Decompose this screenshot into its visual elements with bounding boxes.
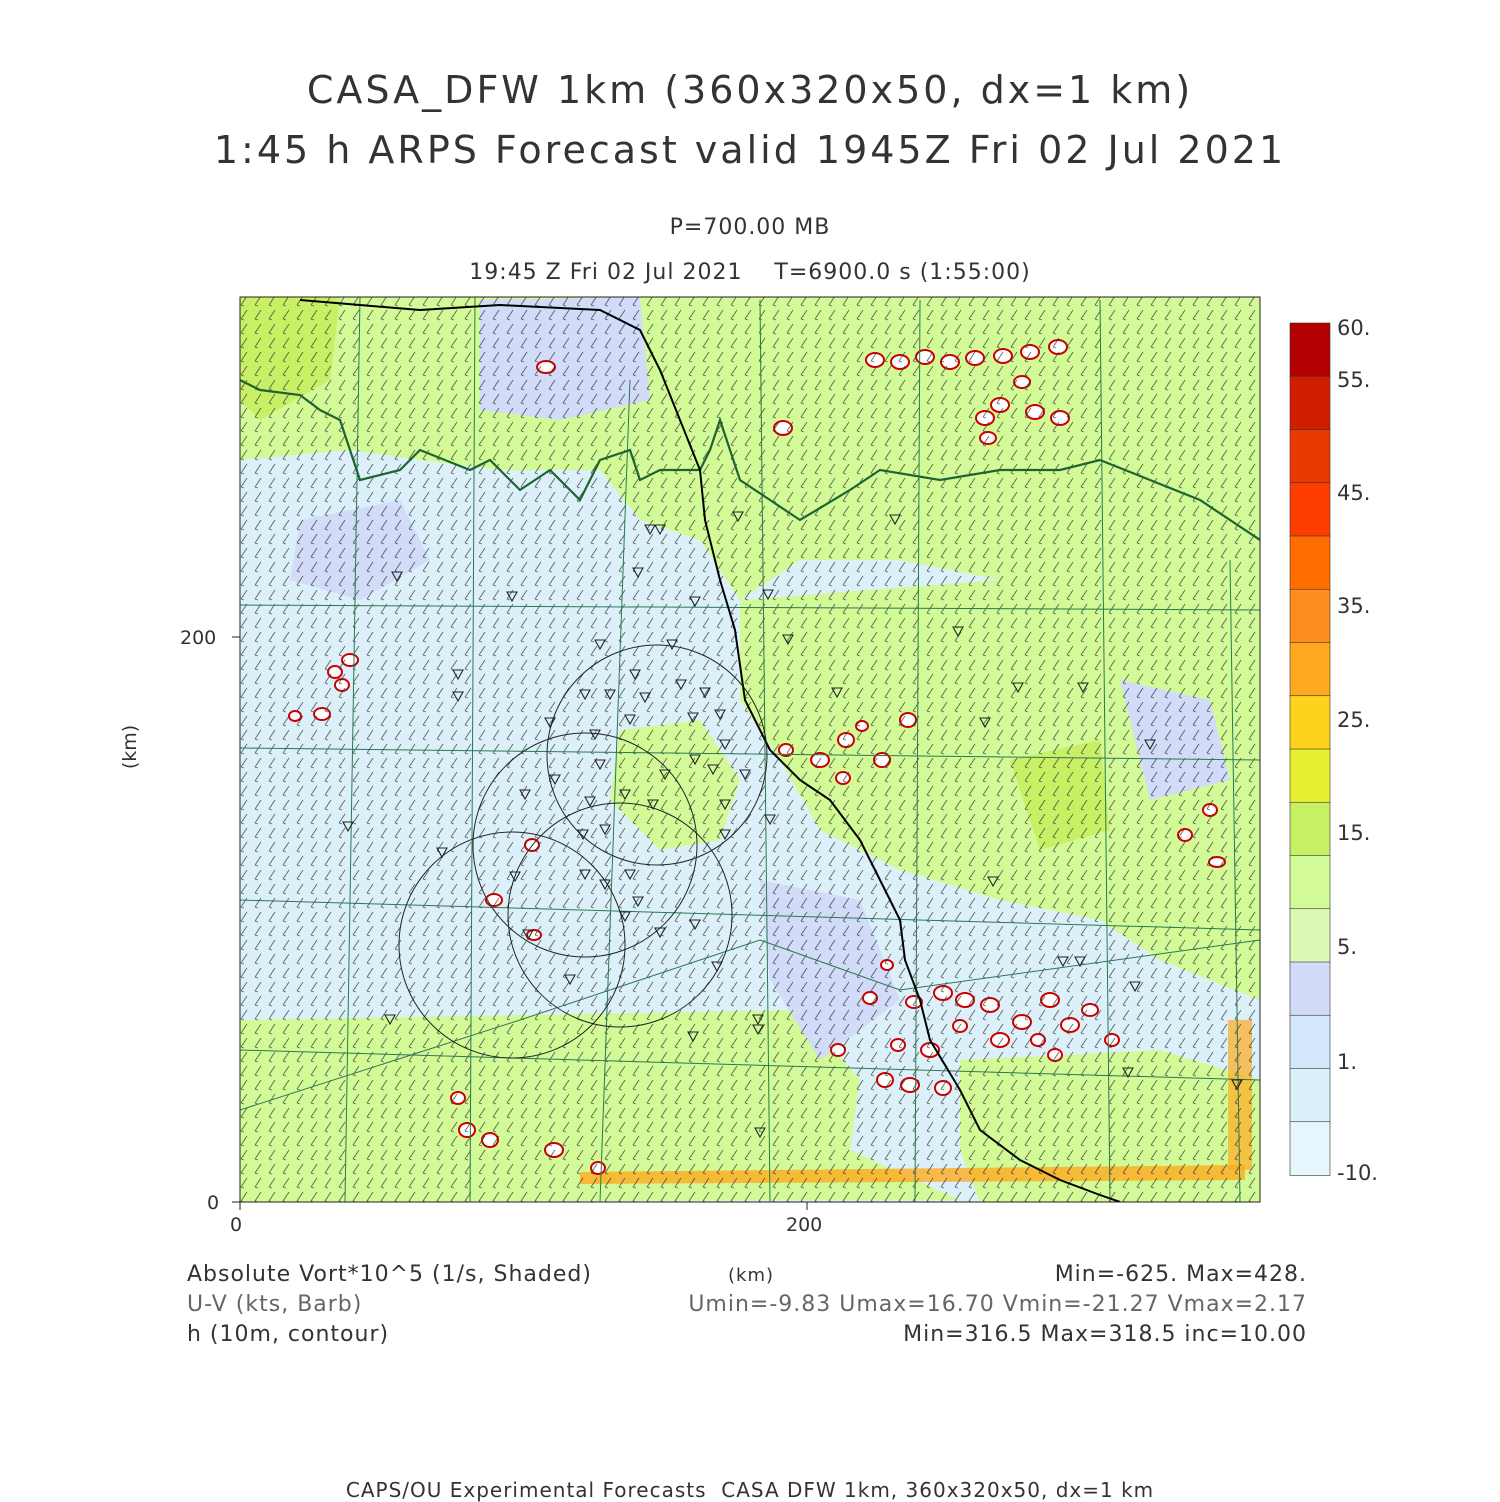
credit-line: CAPS/OU Experimental Forecasts CASA DFW 1km, 360x320x50, dx=1 km	[345, 1478, 1155, 1502]
colorbar-swatch	[1290, 323, 1330, 377]
colorbar-swatch	[1290, 1015, 1330, 1069]
colorbar-label: 5.	[1337, 935, 1358, 959]
footer-height-stats: Min=316.5 Max=318.5 inc=10.00	[903, 1322, 1307, 1347]
colorbar-swatch	[1290, 430, 1330, 484]
footer-wind-stats: Umin=-9.83 Umax=16.70 Vmin=-21.27 Vmax=2.17	[688, 1292, 1307, 1317]
colorbar-label: 45.	[1337, 481, 1371, 505]
colorbar-swatch	[1290, 643, 1330, 697]
title-line-2: 1:45 h ARPS Forecast valid 1945Z Fri 02 Jul 2021	[213, 128, 1287, 172]
x-tick-0: 0	[230, 1214, 243, 1236]
footer-field-vorticity: Absolute Vort*10^5 (1/s, Shaded)	[187, 1262, 592, 1287]
colorbar-swatch	[1290, 1069, 1330, 1123]
colorbar-label: 60.	[1337, 316, 1371, 340]
colorbar-swatch	[1290, 483, 1330, 537]
x-axis-unit: (km)	[728, 1265, 775, 1286]
y-tick-200: 200	[180, 627, 217, 649]
colorbar-swatch	[1290, 696, 1330, 750]
colorbar-label: 1.	[1337, 1050, 1358, 1074]
y-tick-0: 0	[207, 1192, 220, 1214]
pressure-level: P=700.00 MB	[669, 215, 831, 240]
colorbar-label: -10.	[1337, 1161, 1378, 1185]
colorbar-swatch	[1290, 589, 1330, 643]
colorbar-label: 25.	[1337, 708, 1371, 732]
colorbar-swatch	[1290, 856, 1330, 910]
valid-time: 19:45 Z Fri 02 Jul 2021 T=6900.0 s (1:55:00)	[469, 260, 1031, 285]
colorbar-label: 35.	[1337, 594, 1371, 618]
x-tick-200: 200	[786, 1214, 823, 1236]
title-line-1: CASA_DFW 1km (360x320x50, dx=1 km)	[306, 68, 1194, 112]
colorbar-swatch	[1290, 802, 1330, 856]
footer-field-height: h (10m, contour)	[187, 1322, 390, 1347]
colorbar-swatch	[1290, 962, 1330, 1016]
colorbar-label: 15.	[1337, 821, 1371, 845]
colorbar-swatch	[1290, 536, 1330, 590]
colorbar	[1290, 323, 1330, 1176]
y-axis-unit: (km)	[119, 724, 142, 770]
colorbar-swatch	[1290, 909, 1330, 963]
colorbar-swatch	[1290, 749, 1330, 803]
colorbar-swatch	[1290, 1122, 1330, 1176]
colorbar-swatch	[1290, 376, 1330, 430]
footer-field-wind: U-V (kts, Barb)	[187, 1292, 363, 1317]
vorticity-field	[240, 297, 1260, 1202]
colorbar-label: 55.	[1337, 368, 1371, 392]
footer-vorticity-stats: Min=-625. Max=428.	[1054, 1262, 1307, 1287]
